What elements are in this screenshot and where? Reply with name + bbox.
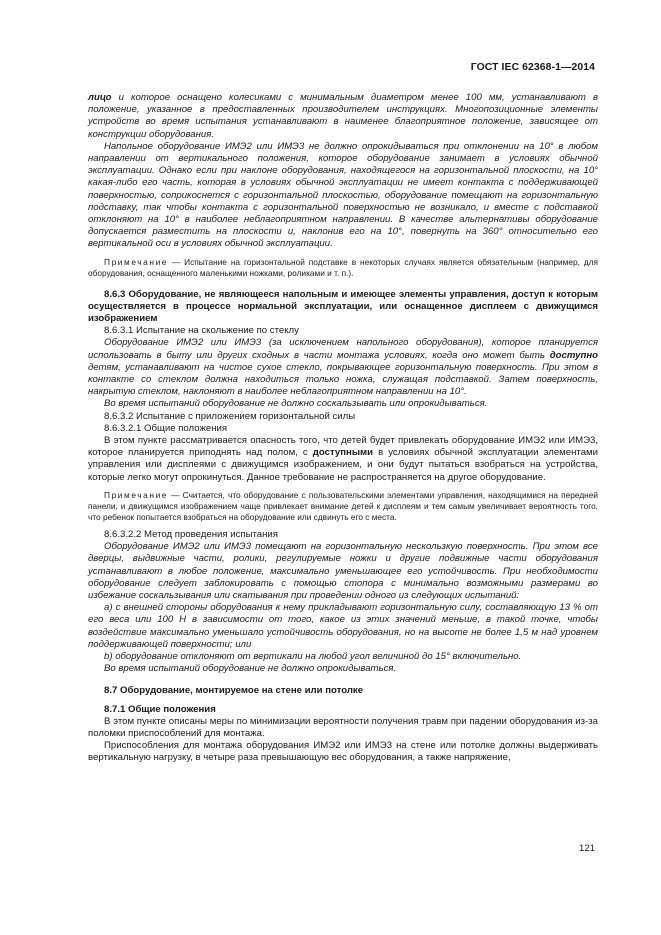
note-label: Примечание (104, 256, 169, 267)
text-run: В этом пункте рассматривается опасность того, что детей будет привлекать оборудование ИМЭ2 или ИМЭ3, которое планируется приподнять над полом, с (88, 435, 598, 459)
paragraph-floor-equipment: Напольное оборудование ИМЭ2 или ИМЭ3 не должно опрокидываться при отклонении на 10° в любом направлении от вертикального положения, которое оборудование занимает в условиях обычной эксплуатации. Однако если при наклоне оборудования, находящегося на горизонтальной плоскости, на 10° какая-либо его часть, которая в условиях обычной эксплуатации не имеет контакта с поддерживающей поверхностью, соприкоснется с горизонтальной плоскостью, оборудование помещают на горизонтальную подставку, так чтобы контакта с горизонтальной поверхностью не возникало, и вместе с подставкой отклоняют на 10° в наиболее неблагоприятном направлении. В качестве альтернативы оборудование допускается разместить на плоскости и, наклонив его на 10°, повернуть на 360° относительно его вертикальной оси в условиях обычной эксплуатации. (88, 140, 598, 250)
section-heading-8-7-1: 8.7.1 Общие положения (104, 703, 216, 715)
note (88, 257, 598, 279)
subsection-8-6-3-2-2: 8.6.3.2.2 Метод проведения испытания (104, 528, 278, 540)
subsection-8-6-3-2: 8.6.3.2 Испытание с приложением горизонтальной силы (104, 410, 356, 422)
page-number: 121 (578, 843, 595, 854)
page-body (88, 92, 598, 765)
note-text: — Считается, что оборудование с пользовательскими элементами управления, находящимися на передней панели, и движущимся изображением чаще привлекает внимание детей к дисплеям и тем самым увеличивает вероятность того, что ребенок попытается взобраться на оборудование или сдвинуть его с места. (88, 489, 598, 522)
text-run: в условиях обычной эксплуатации элементами управления или дисплеями с движущимся изображением, и они будут пытаться взобраться на устройства, которые легко могут опрокинуться. Данное требование не распространяется на другое оборудование. (88, 447, 598, 483)
text-run: и которое оснащено колесиками с минимальным диаметром менее 100 мм, устанавливают в положение, указанное в предоставленных производителем инструкциях. Многопозиционные элементы устройств во время испытания устанавливают в наименее благоприятное положение, зависящее от конструкции оборудования. (88, 92, 598, 140)
section-heading-8-7: 8.7 Оборудование, монтируемое на стене или потолке (104, 685, 364, 697)
paragraph-glass-test-result: Во время испытаний оборудование не должно соскальзывать или опрокидываться. (104, 398, 488, 410)
text-run: детям, устанавливают на чистое сухое стекло, покрывающее горизонтальную поверхность. При этом в контакте со стеклом должна находиться только ножка, служащая подставкой. Затем поверхность, накрытую стеклом, наклоняют в наиболее неблагоприятном направлении на 10°. (88, 361, 598, 398)
note-label: Примечание (104, 489, 169, 500)
paragraph-test-result: Во время испытаний оборудование не должно опрокидываться. (104, 663, 397, 675)
paragraph-mounting-intro: В этом пункте описаны меры по минимизации вероятности получения травм при падении оборудования из-за поломки приспособлений для монтажа. (88, 715, 598, 739)
paragraph-glass-test (88, 337, 598, 398)
bold-term: доступными (312, 447, 374, 459)
list-item-b: b) оборудование отклоняют от вертикали на любой угол величиной до 15° включительно. (104, 650, 522, 662)
document-id: ГОСТ IEC 62368-1—2014 (470, 62, 595, 73)
list-item-a: а) с внешней стороны оборудования к нему прикладывают горизонтальную силу, составляющую 13 % от его веса или 100 Н в зависимости от того, какое из этих значений меньше, в такой точке, чтобы воздействие максимально уменьшало устойчивость оборудования, но на высоте не более 1,5 м над уровнем поддерживающей поверхности; или (88, 602, 598, 650)
paragraph-test-method: Оборудование ИМЭ2 или ИМЭ3 помещают на горизонтальную нескользкую поверхность. При этом все дверцы, выдвижные части, ролики, регулируемые ножки и другие подвижные части оборудования устанавливают в любое положение, максимально уменьшающее его устойчивость. При необходимости оборудование следует заблокировать с помощью стопора с минимально возможными размерами во избежание соскальзывания или скатывания при проведении одного из следующих испытаний: (88, 541, 598, 601)
bold-term: доступно (549, 349, 598, 361)
note-text: — Испытание на горизонтальной подставке в некоторых случаях является обязательным (например, для оборудования, оснащенного маленькими ножками, роликами и т. п.). (88, 256, 598, 278)
text-run: Оборудование ИМЭ2 или ИМЭ3 (за исключением напольного оборудования), которое планируется использовать в быту или других сходных в части монтажа условиях, когда оно может быть (88, 337, 598, 361)
paragraph-children-hazard (88, 435, 598, 484)
subsection-8-6-3-1: 8.6.3.1 Испытание на скольжение по стеклу (104, 325, 299, 337)
section-heading-8-6-3: 8.6.3 Оборудование, не являющееся напольным и имеющее элементы управления, доступ к которым осуществляется в процессе нормальной эксплуатации, или оснащенное дисплеем с движущимся изображением (88, 288, 598, 325)
bold-term: лицо (88, 92, 112, 103)
note (88, 490, 598, 523)
paragraph-mounting-load: Приспособления для монтажа оборудования ИМЭ2 или ИМЭ3 на стене или потолке должны выдерживать вертикальную нагрузку, в четыре раза превышающую вес оборудования, а также напряжение, (88, 740, 598, 764)
subsection-8-6-3-2-1: 8.6.3.2.1 Общие положения (104, 422, 228, 434)
paragraph-continuation (88, 92, 598, 141)
